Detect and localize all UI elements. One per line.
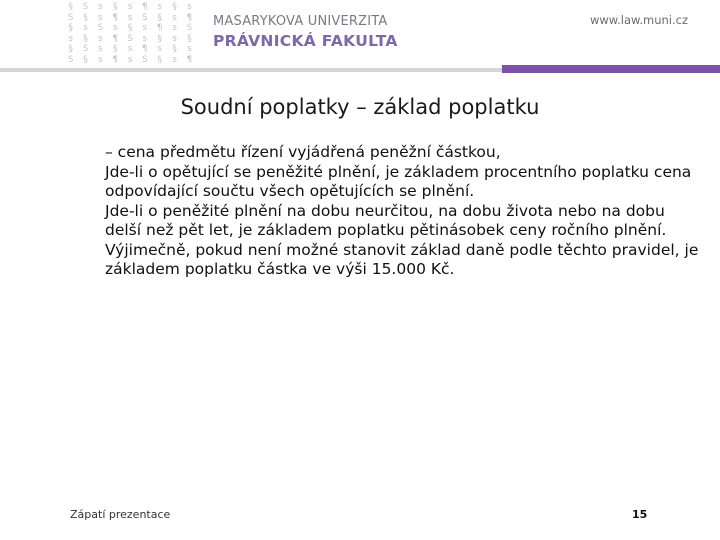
body-line-4: Výjimečně, pokud není možné stanovit základ daně podle těchto pravidel, je základem poplatku částka ve výši 15.000 Kč. <box>105 240 699 278</box>
slide-header <box>0 0 720 70</box>
body-line-3: Jde-li o peněžité plnění na dobu neurčitou, na dobu života nebo na dobu delší než pět let, je základem poplatku pětinásobek ceny ročního plnění. <box>105 201 667 239</box>
footer-text: Zápatí prezentace <box>70 508 171 521</box>
body-line-1: – cena předmětu řízení vyjádřená peněžní částkou, <box>105 143 501 161</box>
faculty-name: PRÁVNICKÁ FAKULTA <box>213 32 398 50</box>
header-divider-purple <box>502 65 720 73</box>
page-number: 15 <box>632 508 648 521</box>
body-line-2: Jde-li o opětující se peněžité plnění, je základem procentního poplatku cena odpovídající součtu všech opětujících se plnění. <box>105 162 692 200</box>
university-name: MASARYKOVA UNIVERZITA <box>213 14 388 29</box>
logo-pattern-icon: § S s § s ¶ s § s S § s ¶ s S § s ¶ § s S s § s ¶ s S s § s ¶ S s § s § § S s § s ¶ s § s S § s ¶ s S § s ¶ <box>68 2 195 65</box>
slide-title: Soudní poplatky – základ poplatku <box>180 95 540 119</box>
slide-body <box>105 143 705 280</box>
website-url[interactable]: www.law.muni.cz <box>589 13 688 27</box>
header-divider-gray <box>0 68 502 72</box>
